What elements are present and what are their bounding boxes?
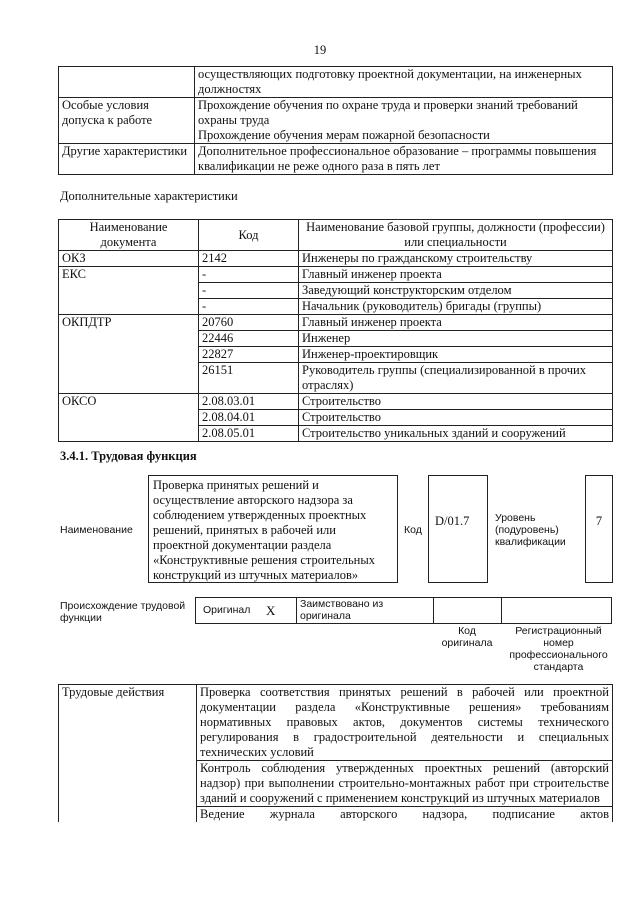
value-line: должностях [198, 82, 262, 96]
name-cell: Начальник (руководитель) бригады (группы) [299, 299, 613, 315]
function-name-box [148, 475, 398, 583]
row-value [195, 67, 613, 98]
code-value: D/01.7 [435, 514, 470, 528]
table-row [59, 98, 613, 144]
code-cell: 2.08.05.01 [199, 426, 299, 442]
name-cell: Строительство [299, 410, 613, 426]
level-box [585, 475, 613, 583]
value-line: Прохождение обучения по охране труда и проверки знаний требований охраны труда [198, 98, 578, 127]
code-cell: 2.08.04.01 [199, 410, 299, 426]
row-label: Особые условия допуска к работе [59, 98, 195, 144]
doc-cell: ОКПДТР [59, 315, 199, 394]
additional-title: Дополнительные характеристики [60, 189, 238, 203]
header-code: Код [199, 220, 299, 251]
doc-cell: ОКСО [59, 394, 199, 442]
name-cell: Инженер [299, 331, 613, 347]
actions-table [58, 684, 613, 822]
table-row [59, 685, 613, 761]
original-label: Оригинал [203, 604, 251, 616]
reg-caption: Регистрационный номер профессионального стандарта [509, 625, 608, 673]
table-row [59, 144, 613, 175]
name-cell: Строительство [299, 394, 613, 410]
page-number: 19 [313, 43, 327, 57]
row-value [195, 144, 613, 175]
code-cell: 22446 [199, 331, 299, 347]
borrowed-label: Заимствовано из оригинала [300, 598, 384, 622]
name-cell: Заведующий конструкторским отделом [299, 283, 613, 299]
action-item: Проверка соответствия принятых решений в рабочей или проектной документации раздела «Конструктивные решения» требованиям нормативных правовых актов, документов системы технического регулирования в градостроительной деятельности и специальных технических условий [197, 685, 613, 761]
origin-divider [433, 598, 434, 623]
origin-divider [501, 598, 502, 623]
doc-cell: ЕКС [59, 267, 199, 315]
code-cell: - [199, 267, 299, 283]
code-label: Код [404, 524, 422, 536]
table-row [59, 315, 613, 331]
value-line: осуществляющих подготовку проектной документации, на инженерных [198, 67, 582, 81]
name-cell: Инженер-проектировщик [299, 347, 613, 363]
table-header-row [59, 220, 613, 251]
original-mark: Х [266, 603, 276, 618]
function-name: Проверка принятых решений и осуществление авторского надзора за соблюдением утвержденных проектных решений, принятых в рабочей или проектной документации раздела «Конструктивные решения строительных конструкций из штучных материалов» [153, 478, 375, 582]
code-cell: 2142 [199, 251, 299, 267]
value-line: Прохождение обучения мерам пожарной безопасности [198, 128, 490, 142]
code-cell: - [199, 299, 299, 315]
action-item: Контроль соблюдения утвержденных проектных решений (авторский надзор) при выполнении строительно-монтажных работ при строительстве зданий и сооружений с применением конструкций из штучных материалов [197, 761, 613, 807]
code-cell: 20760 [199, 315, 299, 331]
header-name: Наименование базовой группы, должности (профессии) или специальности [299, 220, 613, 251]
doc-cell: ОКЗ [59, 251, 199, 267]
name-cell: Руководитель группы (специализированной в прочих отраслях) [299, 363, 613, 394]
action-item: Ведение журнала авторского надзора, подписание актов [197, 807, 613, 823]
code-cell: 2.08.03.01 [199, 394, 299, 410]
value-line: Дополнительное профессиональное образование – программы повышения квалификации не реже одного раза в пять лет [198, 144, 597, 173]
table-row [59, 394, 613, 410]
code-box [428, 475, 488, 583]
origin-divider [296, 598, 297, 623]
code-caption: Код оригинала [441, 625, 493, 649]
section-title: 3.4.1. Трудовая функция [60, 449, 197, 463]
origin-label: Происхождение трудовой функции [60, 600, 186, 624]
table-row [59, 67, 613, 98]
row-label [59, 67, 195, 98]
level-value: 7 [595, 514, 603, 528]
name-cell: Строительство уникальных зданий и сооружений [299, 426, 613, 442]
name-cell: Инженеры по гражданскому строительству [299, 251, 613, 267]
code-cell: - [199, 283, 299, 299]
actions-label: Трудовые действия [59, 685, 197, 823]
code-cell: 22827 [199, 347, 299, 363]
row-label: Другие характеристики [59, 144, 195, 175]
name-cell: Главный инженер проекта [299, 315, 613, 331]
additional-table [58, 219, 613, 442]
name-cell: Главный инженер проекта [299, 267, 613, 283]
table-row [59, 251, 613, 267]
table-row [59, 267, 613, 283]
code-cell: 26151 [199, 363, 299, 394]
header-document: Наименование документа [59, 220, 199, 251]
row-value [195, 98, 613, 144]
level-label: Уровень (подуровень) квалификации [495, 512, 566, 548]
name-label: Наименование [60, 524, 133, 536]
top-table [58, 66, 613, 175]
